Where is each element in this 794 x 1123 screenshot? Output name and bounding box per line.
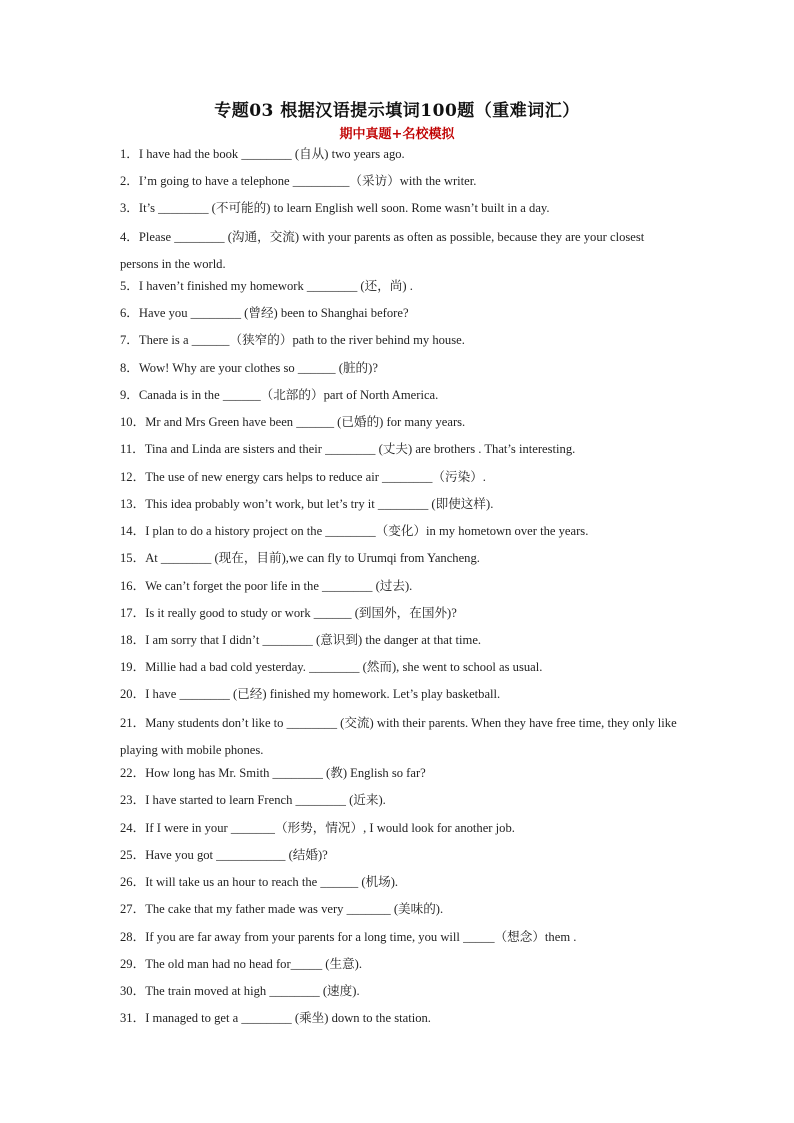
question-item: 11．Tina and Linda are sisters and their ________ (丈夫) are brothers . That’s interesting. bbox=[120, 442, 576, 456]
question-item: 9．Canada is in the ______（北部的）part of North America. bbox=[120, 388, 439, 402]
question-item: 22．How long has Mr. Smith ________ (教) English so far? bbox=[120, 766, 426, 780]
question-item: 18．I am sorry that I didn’t ________ (意识到) the danger at that time. bbox=[120, 633, 482, 647]
question-item: 10．Mr and Mrs Green have been ______ (已婚的) for many years. bbox=[120, 415, 466, 429]
question-item: 16．We can’t forget the poor life in the ________ (过去). bbox=[120, 579, 413, 593]
question-item: 8．Wow! Why are your clothes so ______ (脏的)? bbox=[120, 361, 378, 375]
question-item: 30．The train moved at high ________ (速度). bbox=[120, 984, 360, 998]
question-item: 20．I have ________ (已经) finished my homework. Let’s play basketball. bbox=[120, 687, 501, 701]
question-item: 2．I’m going to have a telephone _________（采访）with the writer. bbox=[120, 174, 477, 188]
question-item: 6．Have you ________ (曾经) been to Shanghai before? bbox=[120, 306, 409, 320]
question-item: 13．This idea probably won’t work, but let’s try it ________ (即使这样). bbox=[120, 497, 494, 511]
question-item: 17．Is it really good to study or work ______ (到国外，在国外)? bbox=[120, 606, 457, 620]
question-item: 1．I have had the book ________ (自从) two years ago. bbox=[120, 147, 405, 161]
question-item: 4．Please ________ (沟通，交流) with your parents as often as possible, because they are your closest persons in the world. bbox=[120, 230, 645, 271]
question-item: 31．I managed to get a ________ (乘坐) down to the station. bbox=[120, 1011, 431, 1025]
question-item: 25．Have you got ___________ (结婚)? bbox=[120, 848, 328, 862]
question-item: 24．If I were in your _______（形势，情况）, I would look for another job. bbox=[120, 821, 515, 835]
question-item: 3．It’s ________ (不可能的) to learn English well soon. Rome wasn’t built in a day. bbox=[120, 201, 550, 215]
question-item: 19．Millie had a bad cold yesterday. ________ (然而), she went to school as usual. bbox=[120, 660, 543, 674]
question-item: 5．I haven’t finished my homework ________ (还，尚) . bbox=[120, 279, 413, 293]
question-item: 29．The old man had no head for_____ (生意). bbox=[120, 957, 363, 971]
question-item: 15．At ________ (现在，目前),we can fly to Urumqi from Yancheng. bbox=[120, 551, 480, 565]
question-item: 7．There is a ______（狭窄的）path to the river behind my house. bbox=[120, 333, 465, 347]
question-item: 12．The use of new energy cars helps to reduce air ________（污染）. bbox=[120, 470, 486, 484]
question-item: 14．I plan to do a history project on the ________（变化）in my hometown over the years. bbox=[120, 524, 589, 538]
page-subtitle: 期中真题+名校模拟 bbox=[339, 127, 455, 142]
question-item: 27．The cake that my father made was very _______ (美味的). bbox=[120, 902, 444, 916]
question-item: 28．If you are far away from your parents for a long time, you will _____（想念）them . bbox=[120, 930, 577, 944]
question-item: 23．I have started to learn French ________ (近来). bbox=[120, 793, 386, 807]
page-title: 专题03 根据汉语提示填词100题（重难词汇） bbox=[214, 101, 580, 121]
question-item: 21．Many students don’t like to ________ (交流) with their parents. When they have free time, they only like playing with mobile phones. bbox=[120, 716, 677, 757]
question-item: 26．It will take us an hour to reach the ______ (机场). bbox=[120, 875, 399, 889]
